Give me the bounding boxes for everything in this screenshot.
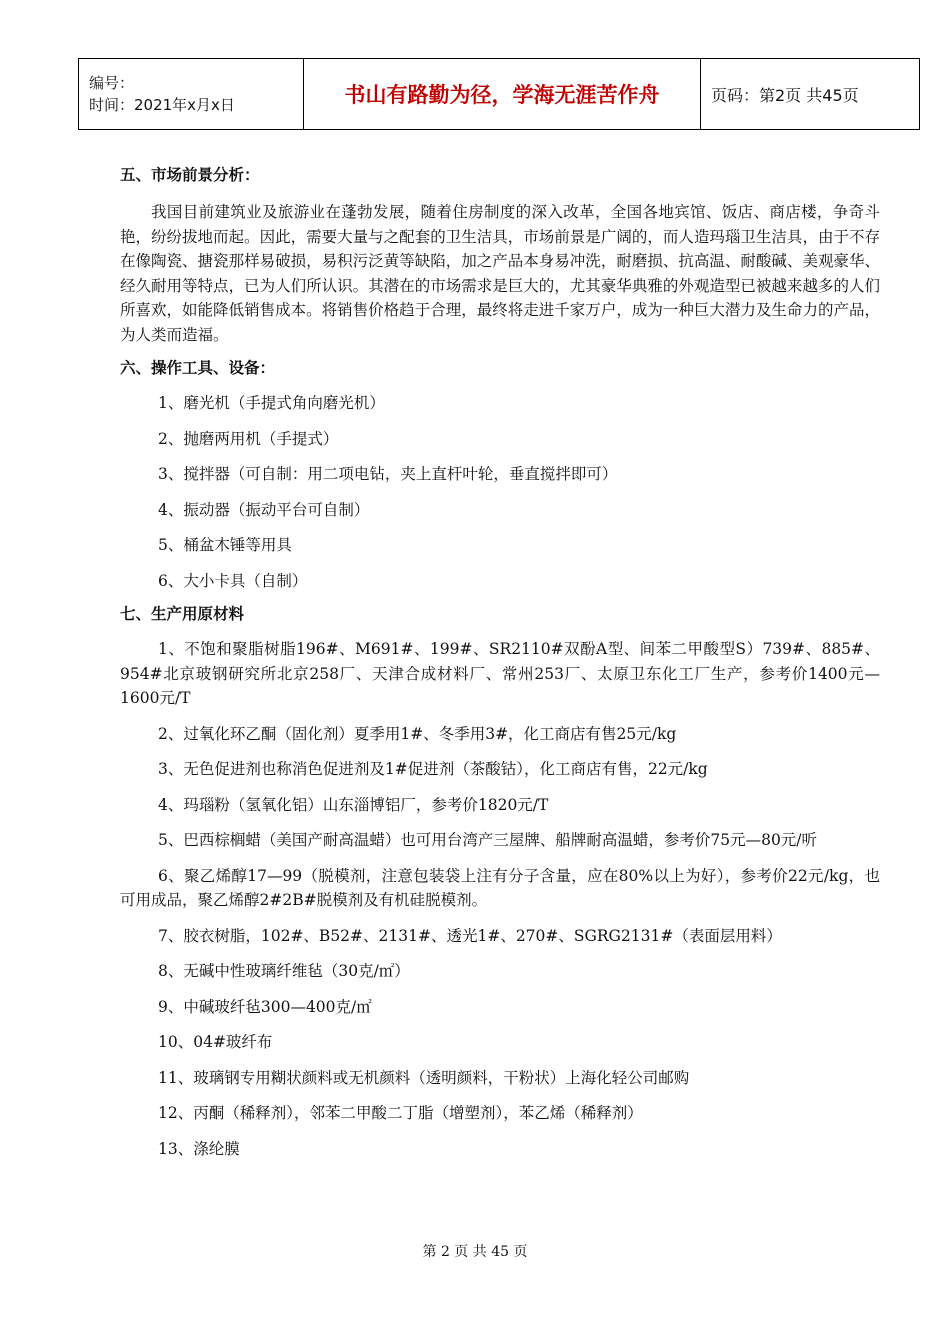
page-footer: 第 2 页 共 45 页 — [422, 1244, 528, 1260]
document-number-label: 编号： — [89, 74, 135, 92]
material-item-3: 3、无色促进剂也称消色促进剂及1#促进剂（茶酸钴），化工商店有售，22元/kg — [158, 760, 708, 778]
material-item-8: 8、无碱中性玻璃纤维毡（30克/㎡） — [158, 962, 410, 980]
material-item-7: 7、胶衣树脂，102#、B52#、2131#、透光1#、270#、SGRG2131#（表面层用料） — [158, 926, 782, 945]
material-item-5: 5、巴西棕榈蜡（美国产耐高温蜡）也可用台湾产三屋牌、船牌耐高温蜡，参考价75元—80元/听 — [158, 831, 818, 849]
tool-item-2: 2、抛磨两用机（手提式） — [158, 429, 339, 448]
material-item-10: 10、04#玻纤布 — [158, 1033, 273, 1051]
material-item-12: 12、丙酮（稀释剂），邻苯二甲酸二丁脂（增塑剂），苯乙烯（稀释剂） — [158, 1104, 643, 1122]
header-left-cell — [79, 59, 304, 130]
header-page-indicator: 页码：第2页 共45页 — [701, 59, 920, 130]
tool-item-5: 5、桶盆木锤等用具 — [158, 536, 292, 554]
material-item-4: 4、玛瑙粉（氢氧化铝）山东淄博铝厂，参考价1820元/T — [158, 795, 549, 814]
tool-item-6: 6、大小卡具（自制） — [158, 571, 308, 590]
tool-item-3: 3、搅拌器（可自制：用二项电钻，夹上直杆叶轮，垂直搅拌即可） — [158, 465, 618, 483]
material-item-6: 6、聚乙烯醇17—99（脱模剂，注意包装袋上注有分子含量，应在80%以上为好），参考价22元/kg，也可用成品，聚乙烯醇2#2B#脱模剂及有机硅脱模剂。 — [120, 866, 880, 909]
material-item-11: 11、玻璃钢专用糊状颜料或无机颜料（透明颜料，干粉状）上海化轻公司邮购 — [158, 1068, 690, 1087]
document-date: 时间：2021年x月x日 — [89, 96, 235, 114]
section-5-heading: 五、市场前景分析： — [120, 166, 260, 184]
tool-item-1: 1、磨光机（手提式角向磨光机） — [158, 394, 385, 412]
material-item-1: 1、不饱和聚脂树脂196#、M691#、199#、SR2110#双酚A型、间苯二甲酸型S）739#、885#、954#北京玻钢研究所北京258厂、天津合成材料厂、常州253厂、太原卫东化工厂生产，参考价1400元—1600元/T — [120, 640, 880, 707]
tool-item-4: 4、振动器（振动平台可自制） — [158, 500, 370, 519]
section-7-heading: 七、生产用原材料 — [120, 605, 245, 623]
header-motto: 书山有路勤为径，学海无涯苦作舟 — [304, 59, 701, 130]
material-item-13: 13、涤纶膜 — [158, 1139, 240, 1158]
material-item-9: 9、中碱玻纤毡300—400克/㎡ — [158, 997, 372, 1016]
section-6-heading: 六、操作工具、设备： — [120, 359, 276, 377]
material-item-2: 2、过氧化环乙酮（固化剂）夏季用1#、冬季用3#，化工商店有售25元/kg — [158, 724, 677, 743]
document-body — [120, 164, 880, 1161]
header-table — [78, 58, 920, 130]
section-5-paragraph: 我国目前建筑业及旅游业在蓬勃发展，随着住房制度的深入改革，全国各地宾馆、饭店、商店楼，争奇斗艳，纷纷拔地而起。因此，需要大量与之配套的卫生洁具，市场前景是广阔的，而人造玛瑙卫生洁具，由于不存在像陶瓷、搪瓷那样易破损，易积污泛黄等缺陷，加之产品本身易冲洗，耐磨损、抗高温、耐酸碱、美观豪华、经久耐用等特点，已为人们所认识。其潜在的市场需求是巨大的，尤其豪华典雅的外观造型已被越来越多的人们所喜欢，如能降低销售成本。将销售价格趋于合理，最终将走进千家万户，成为一种巨大潜力及生命力的产品，为人类而造福。 — [120, 203, 880, 344]
